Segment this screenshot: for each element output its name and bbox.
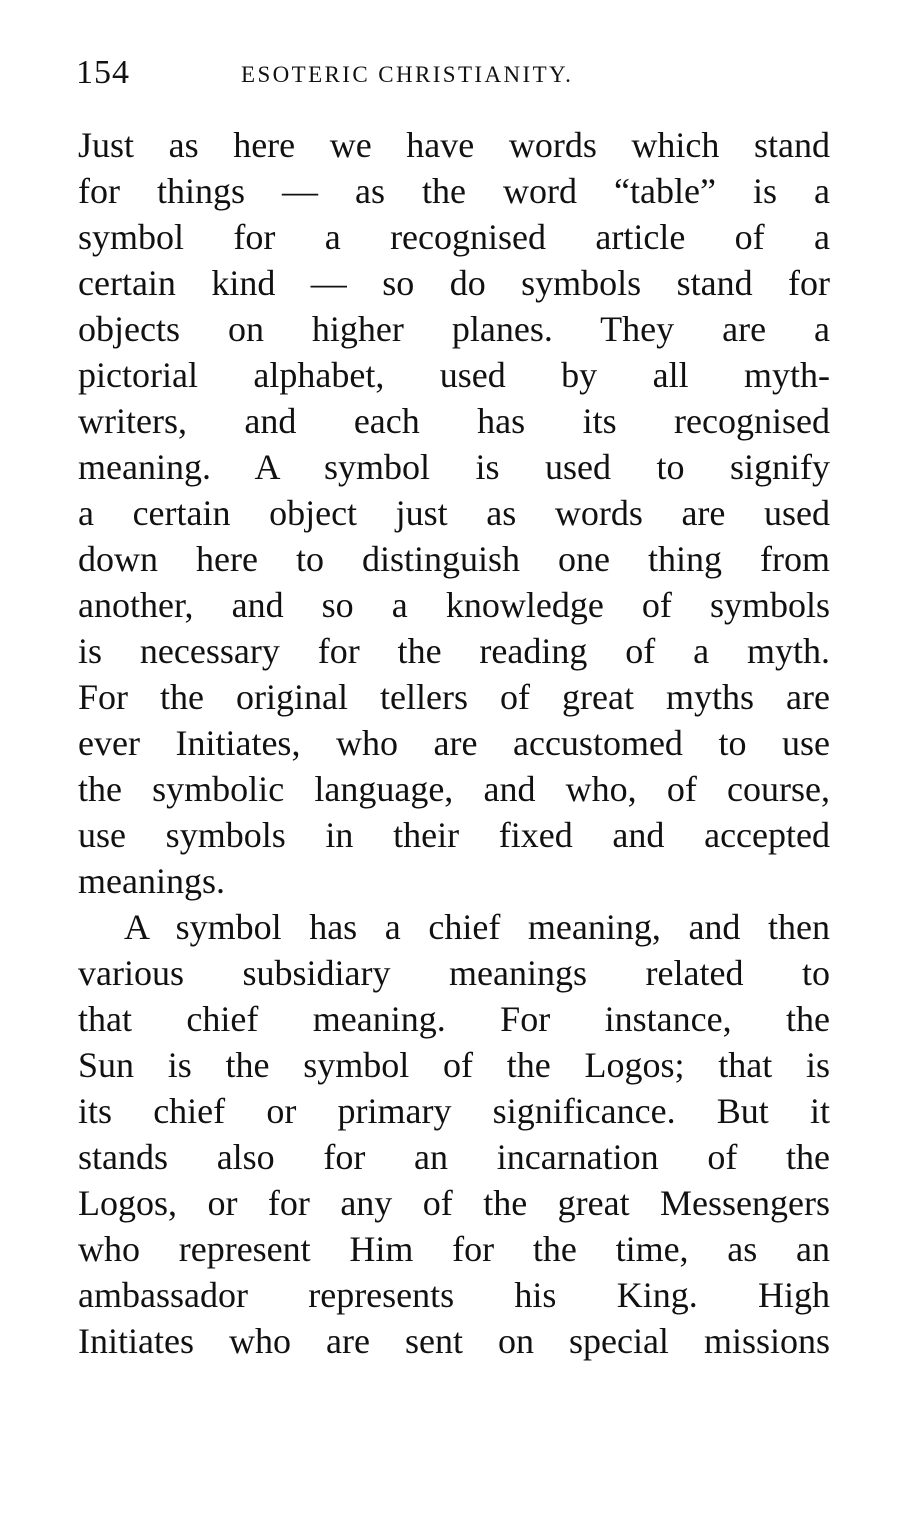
running-title: ESOTERIC CHRISTIANITY. xyxy=(241,62,574,87)
text-line: For the original tellers of great myths are xyxy=(78,677,830,717)
text-line: certain kind — so do symbols stand for xyxy=(78,263,830,303)
text-line: various subsidiary meanings related to xyxy=(78,953,830,993)
text-line: down here to distinguish one thing from xyxy=(78,539,830,579)
running-head xyxy=(76,54,836,94)
text-line: writers, and each has its recognised xyxy=(78,401,830,441)
text-line: Initiates who are sent on special missions xyxy=(78,1321,830,1361)
text-line: for things — as the word “table” is a xyxy=(78,171,830,211)
text-line: the symbolic language, and who, of course, xyxy=(78,769,830,809)
text-line: meanings. xyxy=(78,861,225,901)
text-line: Logos, or for any of the great Messengers xyxy=(78,1183,830,1223)
text-line: symbol for a recognised article of a xyxy=(78,217,830,257)
text-line: stands also for an incarnation of the xyxy=(78,1137,830,1177)
text-line: Sun is the symbol of the Logos; that is xyxy=(78,1045,830,1085)
text-line: that chief meaning. For instance, the xyxy=(78,999,830,1039)
paragraph-2 xyxy=(78,904,830,1364)
text-line: who represent Him for the time, as an xyxy=(78,1229,830,1269)
text-line: objects on higher planes. They are a xyxy=(78,309,830,349)
text-line: A symbol has a chief meaning, and then xyxy=(124,907,830,947)
paragraph-1 xyxy=(78,122,830,904)
text-line: pictorial alphabet, used by all myth- xyxy=(78,355,830,395)
text-line: ever Initiates, who are accustomed to use xyxy=(78,723,830,763)
page-number: 154 xyxy=(76,54,130,91)
text-line: meaning. A symbol is used to signify xyxy=(78,447,830,487)
text-line: a certain object just as words are used xyxy=(78,493,830,533)
text-line: use symbols in their fixed and accepted xyxy=(78,815,830,855)
body-text xyxy=(78,122,830,1364)
text-line: another, and so a knowledge of symbols xyxy=(78,585,830,625)
text-line: Just as here we have words which stand xyxy=(78,125,830,165)
text-line: is necessary for the reading of a myth. xyxy=(78,631,830,671)
text-line: its chief or primary significance. But it xyxy=(78,1091,830,1131)
text-line: ambassador represents his King. High xyxy=(78,1275,830,1315)
